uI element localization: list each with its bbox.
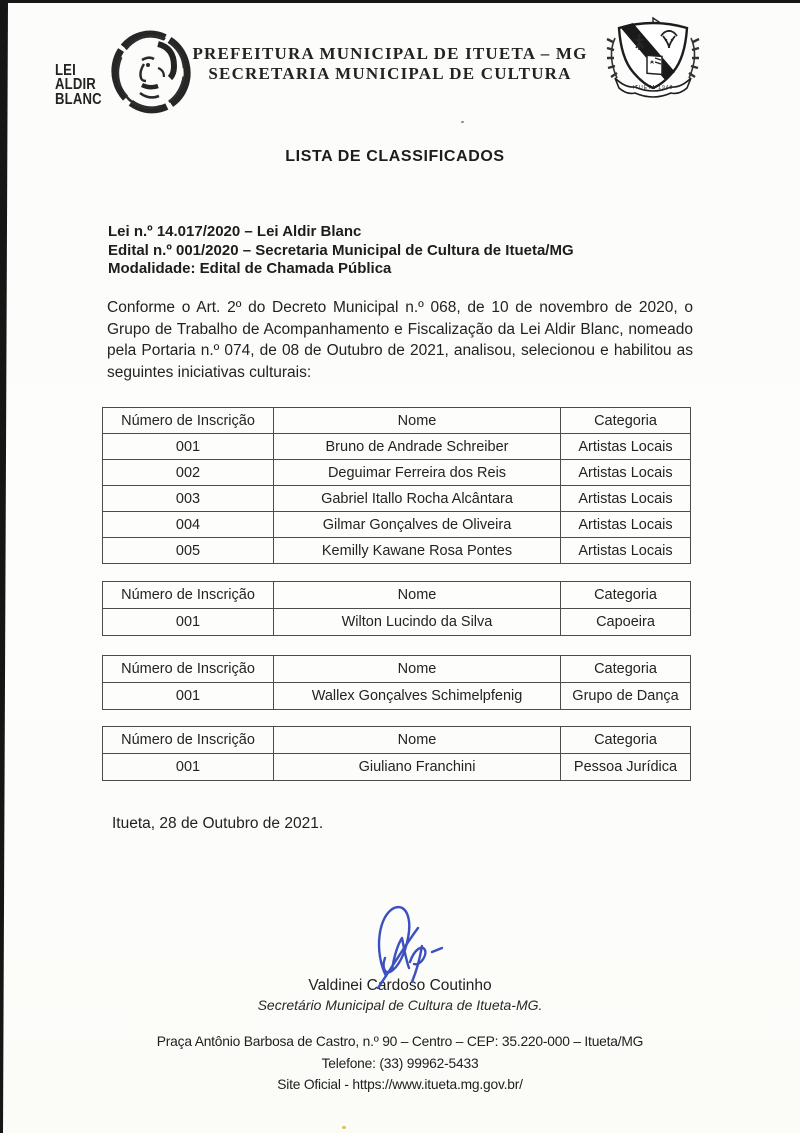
col-header-nome: Nome <box>274 727 561 754</box>
logo-line-1: LEI <box>55 61 76 79</box>
itueta-coat-of-arms-icon <box>599 14 707 111</box>
document-footer <box>0 1031 800 1096</box>
col-header-numero: Número de Inscrição <box>103 582 274 609</box>
col-header-numero: Número de Inscrição <box>103 727 274 754</box>
table-header-row <box>103 408 691 434</box>
col-header-numero: Número de Inscrição <box>103 408 274 434</box>
table-header-row <box>103 656 691 683</box>
org-header <box>170 44 610 84</box>
cell-numero: 001 <box>103 609 274 636</box>
table-header-row <box>103 582 691 609</box>
col-header-categoria: Categoria <box>561 656 691 683</box>
handwritten-signature <box>352 900 462 997</box>
scan-speckle <box>461 121 464 123</box>
table-row <box>103 754 691 781</box>
cell-numero: 005 <box>103 538 274 564</box>
cell-numero: 004 <box>103 512 274 538</box>
info-edital-line: Edital n.º 001/2020 – Secretaria Municipal de Cultura de Itueta/MG <box>108 241 574 259</box>
cell-categoria: Artistas Locais <box>561 538 691 564</box>
cell-numero: 001 <box>103 754 274 781</box>
col-header-nome: Nome <box>274 656 561 683</box>
table-row <box>103 538 691 564</box>
cell-numero: 001 <box>103 683 274 710</box>
cell-nome: Gilmar Gonçalves de Oliveira <box>274 512 561 538</box>
cell-nome: Deguimar Ferreira dos Reis <box>274 460 561 486</box>
cell-nome: Bruno de Andrade Schreiber <box>274 434 561 460</box>
classified-table-pessoa-juridica <box>102 726 691 781</box>
table-row <box>103 434 691 460</box>
info-modalidade-line: Modalidade: Edital de Chamada Pública <box>108 260 392 277</box>
cell-categoria: Grupo de Dança <box>561 683 691 710</box>
cell-categoria: Artistas Locais <box>561 460 691 486</box>
cell-nome: Gabriel Itallo Rocha Alcântara <box>274 486 561 512</box>
scan-speckle-yellow <box>342 1126 346 1129</box>
footer-address: Praça Antônio Barbosa de Castro, n.º 90 – Centro – CEP: 35.220-000 – Itueta/MG <box>156 1034 644 1049</box>
cell-categoria: Capoeira <box>561 609 691 636</box>
cell-nome: Kemilly Kawane Rosa Pontes <box>274 538 561 564</box>
org-name-line1: PREFEITURA MUNICIPAL DE ITUETA – MG <box>192 44 588 63</box>
scan-edge-left <box>0 0 10 1133</box>
scan-edge-top <box>0 0 800 3</box>
footer-website: Site Oficial - https://www.itueta.mg.gov.br/ <box>277 1077 523 1092</box>
cell-numero: 001 <box>103 434 274 460</box>
classified-table-capoeira <box>102 581 691 636</box>
signer-name: Valdinei Cardoso Coutinho <box>308 977 492 994</box>
cell-categoria: Pessoa Jurídica <box>561 754 691 781</box>
page-title: LISTA DE CLASSIFICADOS <box>285 148 505 165</box>
table-row <box>103 512 691 538</box>
col-header-categoria: Categoria <box>561 582 691 609</box>
table-row <box>103 460 691 486</box>
col-header-nome: Nome <box>274 582 561 609</box>
logo-line-3: BLANC <box>55 90 102 108</box>
table-header-row <box>103 727 691 754</box>
cell-categoria: Artistas Locais <box>561 512 691 538</box>
edital-info-block <box>108 223 574 279</box>
footer-phone: Telefone: (33) 99962-5433 <box>321 1055 479 1071</box>
classified-table-artistas-locais <box>102 407 691 564</box>
cell-nome: Wilton Lucindo da Silva <box>274 609 561 636</box>
lei-aldir-blanc-wordmark <box>55 61 102 108</box>
col-header-numero: Número de Inscrição <box>103 656 274 683</box>
col-header-categoria: Categoria <box>561 727 691 754</box>
org-name-line2: SECRETARIA MUNICIPAL DE CULTURA <box>208 64 572 83</box>
table-row <box>103 486 691 512</box>
info-law-line: Lei n.º 14.017/2020 – Lei Aldir Blanc <box>108 223 362 240</box>
cell-categoria: Artistas Locais <box>561 486 691 512</box>
cell-nome: Wallex Gonçalves Schimelpfenig <box>274 683 561 710</box>
table-row <box>103 609 691 636</box>
cell-numero: 003 <box>103 486 274 512</box>
logo-line-2: ALDIR <box>55 76 96 94</box>
cell-numero: 002 <box>103 460 274 486</box>
classified-table-grupo-de-danca <box>102 655 691 710</box>
col-header-categoria: Categoria <box>561 408 691 434</box>
dateline: Itueta, 28 de Outubro de 2021. <box>112 815 324 832</box>
cell-nome: Giuliano Franchini <box>274 754 561 781</box>
intro-paragraph: Conforme o Art. 2º do Decreto Municipal n.º 068, de 10 de novembro de 2020, o Grupo de Trabalho de Acompanhamento e Fiscalização da Lei Aldir Blanc, nomeado pela Portaria n.º 074, de 08 de Outubro de 2021, analisou, selecionou e habilitou as seguintes iniciativas culturais: <box>107 299 693 381</box>
crest-banner-text: ITUETA 1948 <box>632 85 674 91</box>
table-row <box>103 683 691 710</box>
col-header-nome: Nome <box>274 408 561 434</box>
signer-role: Secretário Municipal de Cultura de Itueta-MG. <box>257 997 543 1013</box>
cell-categoria: Artistas Locais <box>561 434 691 460</box>
